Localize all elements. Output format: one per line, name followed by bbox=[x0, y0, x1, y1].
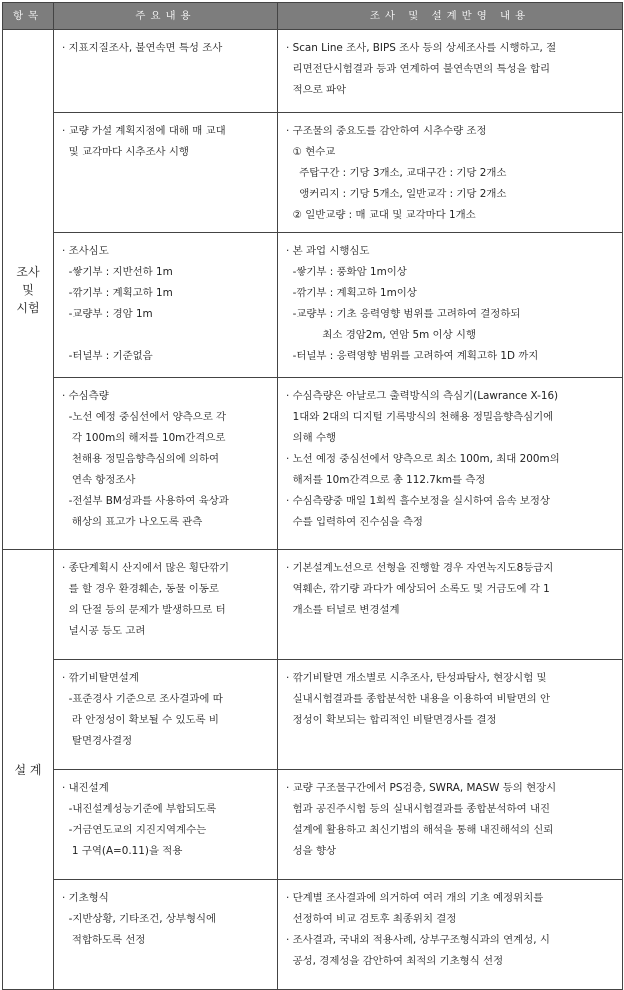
design-detail-line: -깎기부 : 계획고하 1m이상 bbox=[286, 287, 417, 299]
table-body bbox=[3, 30, 623, 990]
design-detail-line: ② 일반교량 : 매 교대 및 교각마다 1개소 bbox=[286, 209, 476, 221]
header-survey-design: 조사 및 설계반영 내용 bbox=[278, 3, 623, 30]
main-content-line: 의 단절 등의 문제가 발생하므로 터 bbox=[62, 604, 226, 616]
design-detail-line: 리면전단시험결과 등과 연계하여 불연속면의 특성을 합리 bbox=[286, 63, 551, 75]
design-detail-cell bbox=[278, 880, 623, 990]
design-detail-line: · 교량 구조물구간에서 PS검층, SWRA, MASW 등의 현장시 bbox=[286, 782, 557, 794]
category-label: 및 bbox=[22, 282, 34, 297]
main-content-cell bbox=[54, 660, 278, 770]
category-label: 조사 bbox=[16, 264, 40, 279]
design-detail-line: 개소를 터널로 변경설계 bbox=[286, 604, 400, 616]
table-row bbox=[3, 113, 623, 233]
table-row bbox=[3, 30, 623, 113]
main-content-line: 라 안정성이 확보될 수 있도록 비 bbox=[62, 714, 219, 726]
table-row bbox=[3, 550, 623, 660]
main-content-line: 탈면경사결정 bbox=[62, 735, 133, 747]
design-detail-line: 정성이 확보되는 합리적인 비탈면경사를 결정 bbox=[286, 714, 497, 726]
main-content-line: · 지표지질조사, 불연속면 특성 조사 bbox=[62, 42, 223, 54]
main-content-line: 천해용 정밀음향측심의에 의하여 bbox=[62, 453, 220, 465]
main-content-cell bbox=[54, 113, 278, 233]
main-content-line bbox=[62, 325, 271, 346]
design-detail-line: · 노선 예정 중심선에서 양측으로 최소 100m, 최대 200m의 bbox=[286, 453, 560, 465]
design-detail-line: 앵커리지 : 기당 5개소, 일반교각 : 기당 2개소 bbox=[286, 188, 507, 200]
design-detail-cell bbox=[278, 233, 623, 378]
main-content-line: -쌓기부 : 지반선하 1m bbox=[62, 266, 173, 278]
table-row bbox=[3, 880, 623, 990]
main-content-line: · 종단계획시 산지에서 많은 횡단깎기 bbox=[62, 562, 230, 574]
design-detail-line: · 구조물의 중요도를 감안하여 시추수량 조정 bbox=[286, 125, 487, 137]
design-detail-line: -교량부 : 기초 응력영향 범위를 고려하여 결정하되 bbox=[286, 308, 521, 320]
design-detail-line: 역훼손, 깎기량 과다가 예상되어 소록도 및 거금도에 각 1 bbox=[286, 583, 550, 595]
main-content-line: -깎기부 : 계획고하 1m bbox=[62, 287, 173, 299]
main-content-line: 널시공 등도 고려 bbox=[62, 625, 146, 637]
main-content-cell bbox=[54, 880, 278, 990]
design-detail-line: 실내시험결과를 종합분석한 내용을 이용하여 비탈면의 안 bbox=[286, 693, 551, 705]
main-content-line: · 수심측량 bbox=[62, 390, 109, 402]
design-detail-line: 해저를 10m간격으로 총 112.7km를 측정 bbox=[286, 474, 486, 486]
design-detail-line: 험과 공진주시험 등의 실내시험결과를 종합분석하여 내진 bbox=[286, 803, 551, 815]
main-content-line: -내진설계성능기준에 부합되도록 bbox=[62, 803, 217, 815]
main-content-line: -교량부 : 경암 1m bbox=[62, 308, 153, 320]
main-content-line: · 기초형식 bbox=[62, 892, 109, 904]
design-detail-line: 설계에 활용하고 최신기법의 해석을 통해 내진해석의 신뢰 bbox=[286, 824, 554, 836]
category-cell bbox=[3, 550, 54, 990]
main-content-line: -거금연도교의 지진지역계수는 bbox=[62, 824, 207, 836]
main-content-line: · 교량 가설 계획지점에 대해 매 교대 bbox=[62, 125, 226, 137]
main-content-line: -노선 예정 중심선에서 양측으로 각 bbox=[62, 411, 227, 423]
design-detail-line: ① 현수교 bbox=[286, 146, 336, 158]
design-detail-line: 의해 수행 bbox=[286, 432, 337, 444]
main-content-line: · 내진설계 bbox=[62, 782, 109, 794]
main-content-line: -표준경사 기준으로 조사결과에 따 bbox=[62, 693, 223, 705]
design-detail-cell bbox=[278, 770, 623, 880]
main-content-line: · 조사심도 bbox=[62, 245, 109, 257]
design-detail-cell bbox=[278, 550, 623, 660]
header-main-content: 주요내용 bbox=[54, 3, 278, 30]
main-content-cell bbox=[54, 378, 278, 550]
main-content-line: 1 구역(A=0.11)을 적용 bbox=[62, 845, 183, 857]
design-detail-line: 적으로 파악 bbox=[286, 84, 347, 96]
main-content-line: 를 할 경우 환경훼손, 동물 이동로 bbox=[62, 583, 219, 595]
main-content-cell bbox=[54, 233, 278, 378]
table-row bbox=[3, 770, 623, 880]
design-detail-line: · 조사결과, 국내외 적용사례, 상부구조형식과의 연계성, 시 bbox=[286, 934, 550, 946]
design-detail-line: 수를 입력하여 진수심을 측정 bbox=[286, 516, 423, 528]
design-detail-line: · 기본설계노선으로 선형을 진행할 경우 자연녹지도8등급지 bbox=[286, 562, 554, 574]
design-detail-line: -쌓기부 : 풍화암 1m이상 bbox=[286, 266, 407, 278]
design-detail-line: · Scan Line 조사, BIPS 조사 등의 상세조사를 시행하고, 절 bbox=[286, 42, 557, 54]
table-row bbox=[3, 660, 623, 770]
design-detail-line: · 본 과업 시행심도 bbox=[286, 245, 370, 257]
category-cell bbox=[3, 30, 54, 550]
table-header-row bbox=[3, 3, 623, 30]
design-detail-line: 공성, 경제성을 감안하여 최적의 기초형식 선정 bbox=[286, 955, 504, 967]
main-content-cell bbox=[54, 30, 278, 113]
design-detail-line: -터널부 : 응력영향 범위를 고려하여 계획고하 1D 까지 bbox=[286, 350, 539, 362]
main-content-line: -전설부 BM성과를 사용하여 육상과 bbox=[62, 495, 229, 507]
main-content-line: 연속 항정조사 bbox=[62, 474, 136, 486]
design-detail-cell bbox=[278, 113, 623, 233]
design-detail-line: · 깎기비탈면 개소별로 시추조사, 탄성파탐사, 현장시험 및 bbox=[286, 672, 547, 684]
main-content-line: · 깎기비탈면설계 bbox=[62, 672, 139, 684]
header-category: 항목 bbox=[3, 3, 54, 30]
main-content-cell bbox=[54, 770, 278, 880]
survey-design-table bbox=[2, 2, 623, 990]
main-content-line: -터널부 : 기준없음 bbox=[62, 350, 153, 362]
design-detail-line: 최소 경암2m, 연암 5m 이상 시행 bbox=[286, 329, 476, 341]
design-detail-line: · 단계별 조사결과에 의거하여 여러 개의 기초 예정위치를 bbox=[286, 892, 544, 904]
main-content-line: 해상의 표고가 나오도록 관측 bbox=[62, 516, 203, 528]
design-detail-line: · 수심측량은 아날로그 출력방식의 측심기(Lawrance X-16) bbox=[286, 390, 559, 402]
category-label: 설 계 bbox=[14, 762, 42, 777]
design-detail-cell bbox=[278, 660, 623, 770]
design-detail-line: 성을 향상 bbox=[286, 845, 337, 857]
design-detail-cell bbox=[278, 30, 623, 113]
design-detail-line: 선정하여 비교 검토후 최종위치 결정 bbox=[286, 913, 457, 925]
main-content-cell bbox=[54, 550, 278, 660]
table-row bbox=[3, 378, 623, 550]
table-row bbox=[3, 233, 623, 378]
category-label: 시험 bbox=[16, 300, 40, 315]
design-detail-line: 주탑구간 : 기당 3개소, 교대구간 : 기당 2개소 bbox=[286, 167, 507, 179]
main-content-line: 및 교각마다 시추조사 시행 bbox=[62, 146, 189, 158]
main-content-line: -지반상황, 기타조건, 상부형식에 bbox=[62, 913, 217, 925]
design-detail-line: · 수심측량중 매일 1회씩 흘수보정을 실시하여 음속 보정상 bbox=[286, 495, 550, 507]
main-content-line: 각 100m의 해저를 10m간격으로 bbox=[62, 432, 226, 444]
design-detail-cell bbox=[278, 378, 623, 550]
design-detail-line: 1대와 2대의 디지털 기록방식의 천해용 정밀음향측심기에 bbox=[286, 411, 554, 423]
main-content-line: 적합하도록 선정 bbox=[62, 934, 146, 946]
